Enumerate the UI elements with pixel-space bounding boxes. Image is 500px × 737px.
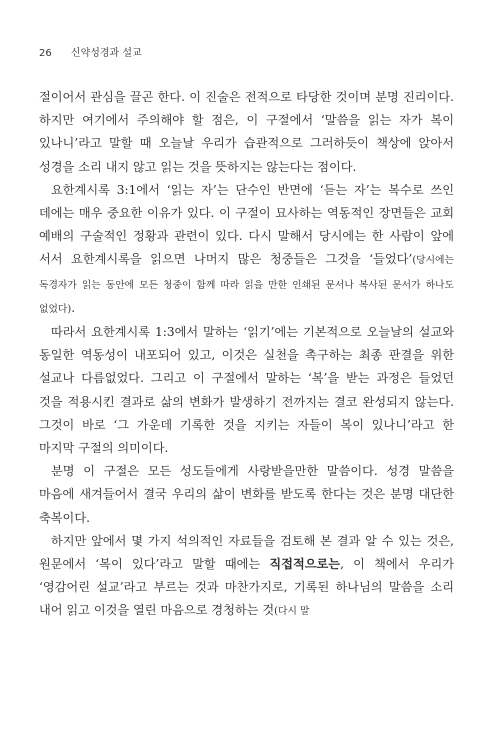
paragraph (39, 321, 454, 460)
paragraph-text: 절이어서 관심을 끌곤 한다. 이 진술은 전적으로 타당한 것이며 분명 진리이다. 하지만 여기에서 주의해야 할 점은, 이 구절에서 ‘말씀을 읽는 자가 복이 있나니’라고 말할 때 오늘날 우리가 습관적으로 그러하듯이 책상에 앉아서 성경을 소리 내지 않고 읽는 것을 뜻하지는 않는다는 점이다. (39, 90, 454, 174)
paragraph (39, 530, 454, 624)
paragraph-text: 하지만 앞에서 몇 가지 석의적인 자료들을 검토해 본 결과 알 수 있는 것은, 원문에서 ‘복이 있다’라고 말할 때에는 (39, 533, 454, 572)
running-title: 신약성경과 설교 (70, 48, 142, 59)
paragraph-text: 요한계시록 3:1에서 ‘읽는 자’는 단수인 반면에 ‘듣는 자’는 복수로 쓰인 데에는 매우 중요한 이유가 있다. 이 구절이 묘사하는 역동적인 장면들은 교회 예배의 구술적인 정황과 관련이 있다. 다시 말해서 당시에는 한 사람이 앞에 서서 요한계시록을 읽으면 나머지 많은 청중들은 그것을 ‘들었다’ (39, 182, 454, 267)
paragraph-text: 분명 이 구절은 모든 성도들에게 사랑받을만한 말씀이다. 성경 말씀을 마음에 새겨들어서 결국 우리의 삶이 변화를 받도록 한다는 것은 분명 대단한 축복이다. (39, 464, 454, 525)
paragraph-text: , 이 책에서 우리가 ‘영감어린 설교’라고 부르는 것과 마찬가지로, 기록된 하나님의 말씀을 소리 내어 읽고 이것을 열린 마음으로 경청하는 것 (39, 557, 454, 618)
paragraph (39, 460, 454, 530)
paragraph-text: 따라서 요한계시록 1:3에서 말하는 ‘읽기’에는 기본적으로 오늘날의 설교와 동일한 역동성이 내포되어 있고, 이것은 실천을 촉구하는 최종 판결을 위한 설교나 다름없었다. 그리고 이 구절에서 말하는 ‘복’을 받는 과정은 들었던 것을 적용시킨 결과로 삶의 변화가 발생하기 전까지는 결코 완성되지 않는다. 그것이 바로 ‘그 가운데 기록한 것을 지키는 자들이 복이 있나니’라고 한 마지막 구절의 의미이다. (39, 325, 454, 456)
paragraph-text: . (71, 300, 76, 315)
running-header (39, 44, 142, 59)
paragraph (39, 179, 454, 321)
paragraph (39, 86, 454, 179)
parenthetical-note: (다시 말 (274, 606, 310, 618)
body-text (39, 86, 454, 624)
parenthetical-note: (당시에는 독경자가 읽는 동안에 모든 청중이 함께 따라 읽을 만한 인쇄된 문서나 복사된 문서가 하나도 없었다) (39, 255, 454, 315)
page-number: 26 (39, 48, 52, 59)
emphasis-text: 직접적으로는 (269, 557, 341, 572)
